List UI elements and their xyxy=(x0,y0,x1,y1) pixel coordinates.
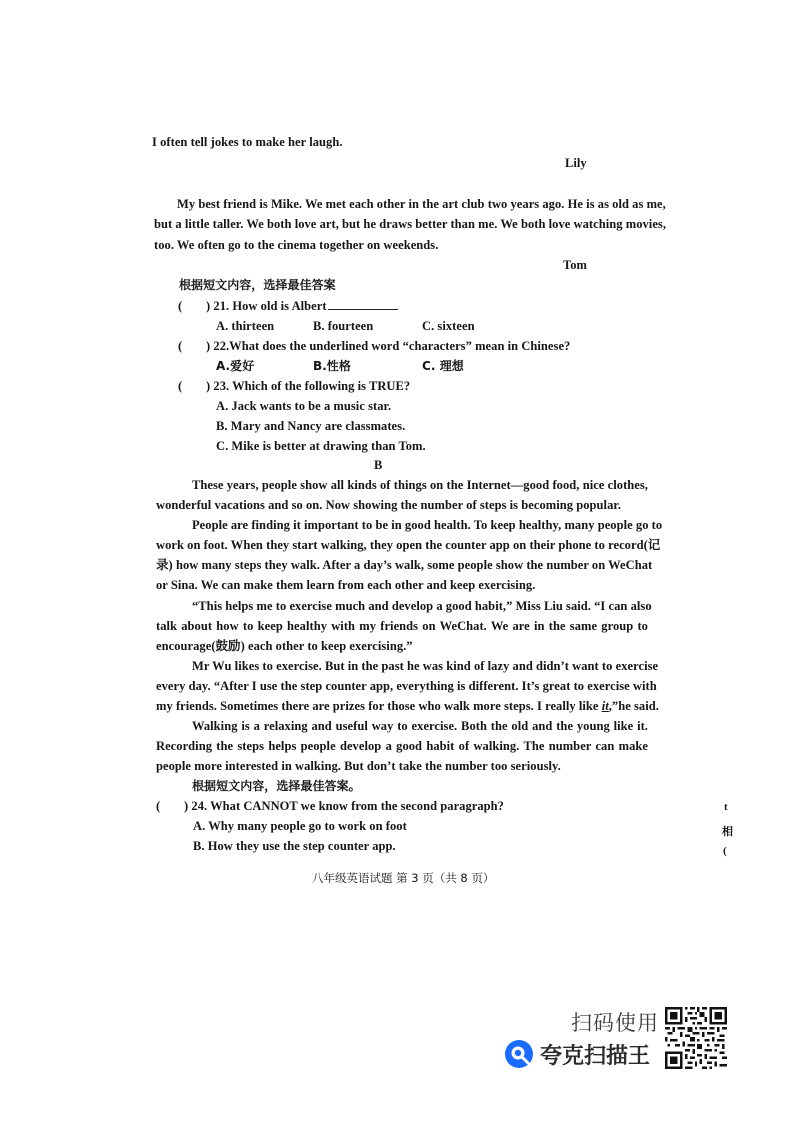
b-p5-line-3: people more interested in walking. But don’t take the number too seriously. xyxy=(156,759,561,773)
b-p4-line-3 xyxy=(156,698,659,714)
tom-line-2: but a little taller. We both love art, but he draws better than me. We both love watching movies, xyxy=(154,217,667,231)
q22-text-after: mean in Chinese? xyxy=(475,339,571,353)
q24-option-a[interactable]: A. Why many people go to work on foot xyxy=(193,819,407,833)
edge-fragment-1: t xyxy=(724,801,728,813)
q22-option-a[interactable]: A.爱好 xyxy=(216,359,255,373)
q24-option-b[interactable]: B. How they use the step counter app. xyxy=(193,839,396,853)
q24-stem: ) 24. What CANNOT we know from the second paragraph? xyxy=(184,799,504,813)
passage-b-heading: B xyxy=(374,458,383,472)
b-p5-line-2: Recording the steps helps people develop a good habit of walking. The number can make xyxy=(156,739,648,753)
q22-text-before: ) 22.What does the underlined word xyxy=(206,339,400,353)
b-p4-line-3-after: ,”he said. xyxy=(608,699,659,713)
lily-signature: Lily xyxy=(565,156,587,170)
b-p4-line-2: every day. “After I use the step counter app, everything is different. It’s great to exercise with xyxy=(156,679,657,693)
section-a-instruction: 根据短文内容，选择最佳答案 xyxy=(179,278,336,292)
b-p4-line-3-before: my friends. Sometimes there are prizes for those who walk more steps. I really like xyxy=(156,699,602,713)
tom-line-1: My best friend is Mike. We met each other in the art club two years ago. He is as old as me, xyxy=(177,197,666,211)
q23-paren: ( xyxy=(178,379,183,393)
edge-fragment-2: 相 xyxy=(722,825,733,838)
b-p2-line-3: 录) how many steps they walk. After a day’s walk, some people show the number on WeChat xyxy=(156,558,653,572)
edge-fragment-3: ( xyxy=(723,845,727,857)
q22-option-c[interactable]: C. 理想 xyxy=(422,359,464,373)
q22-stem xyxy=(206,338,570,354)
tom-signature: Tom xyxy=(563,258,588,272)
scan-to-use-label: 扫码使用 xyxy=(571,1011,659,1035)
q23-option-a[interactable]: A. Jack wants to be a music star. xyxy=(216,399,392,413)
b-p2-line-4: or Sina. We can make them learn from each other and keep exercising. xyxy=(156,578,536,592)
b-p3-line-1: “This helps me to exercise much and develop a good habit,” Miss Liu said. “I can also xyxy=(192,599,652,613)
tom-line-3: too. We often go to the cinema together on weekends. xyxy=(154,238,439,252)
b-p3-line-3: encourage(鼓励) each other to keep exercising.” xyxy=(156,639,413,653)
b-p1-line-2: wonderful vacations and so on. Now showing the number of steps is becoming popular. xyxy=(156,498,621,512)
b-p2-line-2: work on foot. When they start walking, they open the counter app on their phone to record(记 xyxy=(156,538,661,552)
q21-answer-blank[interactable] xyxy=(328,298,398,310)
b-p3-line-2: talk about how to keep healthy with my friends on WeChat. We are in the same group to xyxy=(156,619,648,633)
q23-stem: ) 23. Which of the following is TRUE? xyxy=(206,379,411,393)
page-footer: 八年级英语试题 第 3 页（共 8 页） xyxy=(312,871,495,885)
q21-option-b[interactable]: B. fourteen xyxy=(313,319,374,333)
q21-stem xyxy=(206,298,398,314)
q22-paren: ( xyxy=(178,339,183,353)
q23-option-c[interactable]: C. Mike is better at drawing than Tom. xyxy=(216,439,426,453)
q24-paren: ( xyxy=(156,799,161,813)
underlined-word-it: it xyxy=(601,699,609,713)
scanner-brand: 夸克扫描王 xyxy=(540,1044,651,1069)
q21-text: ) 21. How old is Albert xyxy=(206,299,327,313)
q22-option-b[interactable]: B.性格 xyxy=(313,359,351,373)
b-p1-line-1: These years, people show all kinds of things on the Internet—good food, nice clothes, xyxy=(192,478,648,492)
section-b-instruction: 根据短文内容，选择最佳答案。 xyxy=(192,779,361,793)
qr-code-icon[interactable] xyxy=(665,1007,727,1069)
q22-text-quoted: “characters” xyxy=(402,339,472,353)
quark-logo-icon xyxy=(503,1038,535,1070)
lily-last-line: I often tell jokes to make her laugh. xyxy=(152,135,343,149)
q21-option-c[interactable]: C. sixteen xyxy=(422,319,475,333)
q21-option-a[interactable]: A. thirteen xyxy=(216,319,275,333)
q23-option-b[interactable]: B. Mary and Nancy are classmates. xyxy=(216,419,406,433)
b-p4-line-1: Mr Wu likes to exercise. But in the past he was kind of lazy and didn’t want to exercise xyxy=(192,659,659,673)
b-p2-line-1: People are finding it important to be in good health. To keep healthy, many people go to xyxy=(192,518,663,532)
q21-paren: ( xyxy=(178,299,183,313)
b-p5-line-1: Walking is a relaxing and useful way to exercise. Both the old and the young like it. xyxy=(192,719,648,733)
